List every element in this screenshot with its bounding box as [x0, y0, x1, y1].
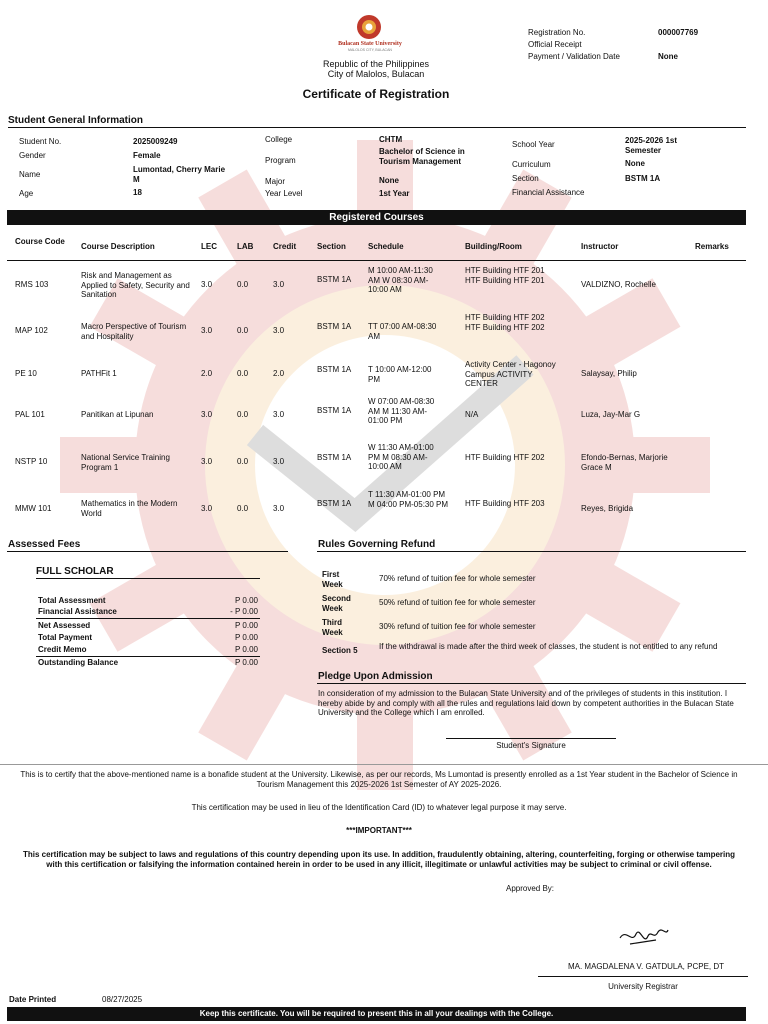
col-lec: LEC — [201, 242, 217, 251]
course-lab: 0.0 — [237, 410, 249, 419]
course-instructor: Salaysay, Philip — [581, 369, 637, 378]
reg-no-value: 000007769 — [658, 28, 699, 37]
course-instructor: Efondo-Bernas, Marjorie Grace M — [581, 453, 668, 472]
student-info-title: Student General Information — [8, 115, 144, 126]
refund-rules-title: Rules Governing Refund — [318, 539, 436, 550]
important-heading: ***IMPORTANT*** — [346, 826, 412, 835]
age-label: Age — [19, 189, 34, 198]
scholar-type: FULL SCHOLAR — [36, 566, 114, 577]
registrar-title: University Registrar — [608, 982, 678, 991]
date-printed-label: Date Printed — [9, 995, 57, 1004]
course-schedule: T 10:00 AM-12:00 PM — [368, 365, 432, 384]
course-code: PE 10 — [15, 369, 37, 378]
course-building: HTF Building HTF 201 HTF Building HTF 201 — [465, 266, 545, 285]
fee-financial-assistance: Financial Assistance - P 0.00 — [38, 607, 258, 616]
refund-term: Second Week — [322, 594, 351, 613]
course-lec: 3.0 — [201, 504, 213, 513]
course-lab: 0.0 — [237, 326, 249, 335]
assessed-fees-title: Assessed Fees — [8, 539, 81, 550]
course-lec: 3.0 — [201, 326, 213, 335]
course-building: HTF Building HTF 203 — [465, 499, 545, 508]
course-desc: Mathematics in the Modern World — [81, 499, 178, 518]
course-desc: PATHFit 1 — [81, 369, 117, 378]
course-code: PAL 101 — [15, 410, 45, 419]
program-value: Bachelor of Science in Tourism Management — [379, 147, 465, 166]
name-value: Lumontad, Cherry Marie M — [133, 165, 226, 184]
school-year-value: 2025-2026 1st Semester — [625, 136, 678, 155]
certification-id-text: This certification may be used in lieu of the Identification Card (ID) to whatever legal purpose it may serve. — [191, 803, 567, 812]
major-value: None — [379, 176, 399, 185]
payment-date-value: None — [658, 52, 678, 61]
course-credit: 3.0 — [273, 410, 285, 419]
course-desc: Macro Perspective of Tourism and Hospitality — [81, 322, 187, 341]
course-credit: 3.0 — [273, 280, 285, 289]
pledge-title: Pledge Upon Admission — [318, 671, 433, 682]
financial-assistance-label: Financial Assistance — [512, 188, 585, 197]
city-line: City of Malolos, Bulacan — [327, 69, 425, 79]
refund-term: Section 5 — [322, 646, 358, 655]
course-code: MAP 102 — [15, 326, 48, 335]
course-building: N/A — [465, 410, 479, 419]
col-remarks: Remarks — [695, 242, 729, 251]
major-label: Major — [265, 177, 286, 186]
course-schedule: W 11:30 AM-01:00 PM M 08:30 AM-10:00 AM — [368, 443, 434, 471]
curriculum-value: None — [625, 159, 645, 168]
course-desc: National Service Training Program 1 — [81, 453, 170, 472]
course-lab: 0.0 — [237, 369, 249, 378]
course-lec: 2.0 — [201, 369, 213, 378]
course-section: BSTM 1A — [317, 453, 352, 462]
course-schedule: T 11:30 AM-01:00 PM M 04:00 PM-05:30 PM — [368, 490, 449, 509]
course-lec: 3.0 — [201, 280, 213, 289]
course-credit: 3.0 — [273, 504, 285, 513]
reg-no-label: Registration No. — [528, 28, 586, 37]
col-building: Building/Room — [465, 242, 522, 251]
registered-courses-bar: Registered Courses — [7, 210, 746, 225]
official-receipt-label: Official Receipt — [528, 40, 582, 49]
fee-total-payment: Total Payment P 0.00 — [38, 633, 258, 642]
program-label: Program — [265, 156, 296, 165]
course-credit: 3.0 — [273, 457, 285, 466]
course-desc: Risk and Management as Applied to Safety, Security and Sanitation — [81, 271, 190, 299]
course-section: BSTM 1A — [317, 365, 352, 374]
university-logo — [352, 14, 386, 40]
republic-line: Republic of the Philippines — [322, 59, 430, 69]
course-building: HTF Building HTF 202 HTF Building HTF 202 — [465, 313, 545, 332]
course-schedule: TT 07:00 AM-08:30 AM — [368, 322, 437, 341]
footer-bar: Keep this certificate. You will be required to present this in all your dealings with the College. — [7, 1007, 746, 1021]
course-instructor: Luza, Jay-Mar G — [581, 410, 641, 419]
fee-total-assessment: Total Assessment P 0.00 — [38, 596, 258, 605]
refund-text: 30% refund of tuition fee for whole semester — [379, 622, 536, 631]
gender-value: Female — [133, 151, 161, 160]
course-lec: 3.0 — [201, 410, 213, 419]
col-desc: Course Description — [81, 242, 155, 251]
registrar-name: MA. MAGDALENA V. GATDULA, PCPE, DT — [567, 962, 725, 971]
col-lab: LAB — [237, 242, 254, 251]
payment-date-label: Payment / Validation Date — [528, 52, 620, 61]
curriculum-label: Curriculum — [512, 160, 551, 169]
year-level-value: 1st Year — [379, 189, 410, 198]
registrar-signature — [616, 922, 672, 950]
name-label: Name — [19, 170, 41, 179]
section-value: BSTM 1A — [625, 174, 661, 183]
university-name: Bulacan State University — [338, 41, 402, 47]
course-section: BSTM 1A — [317, 322, 352, 331]
fee-credit-memo: Credit Memo P 0.00 — [38, 645, 258, 654]
course-instructor: Reyes, Brigida — [581, 504, 634, 513]
col-section: Section — [317, 242, 346, 251]
course-building: Activity Center - Hagonoy Campus ACTIVITY CENTER — [465, 360, 556, 388]
col-code: Course Code — [15, 237, 65, 246]
university-sub: MALOLOS CITY, BULACAN — [348, 48, 392, 52]
refund-term: First Week — [322, 570, 343, 589]
course-code: RMS 103 — [15, 280, 49, 289]
refund-text: 70% refund of tuition fee for whole semester — [379, 574, 536, 583]
course-code: MMW 101 — [15, 504, 52, 513]
approved-by-label: Approved By: — [506, 884, 555, 893]
course-section: BSTM 1A — [317, 275, 352, 284]
refund-term: Third Week — [322, 618, 343, 637]
course-section: BSTM 1A — [317, 406, 352, 415]
refund-text: 50% refund of tuition fee for whole semester — [379, 598, 536, 607]
year-level-label: Year Level — [265, 189, 303, 198]
section-label: Section — [512, 174, 539, 183]
college-value: CHTM — [379, 135, 403, 144]
student-no-label: Student No. — [19, 137, 62, 146]
refund-text: If the withdrawal is made after the third week of classes, the student is not entitled to any refund — [379, 642, 718, 651]
student-signature-label: Student's Signature — [496, 741, 566, 750]
college-label: College — [265, 135, 293, 144]
school-year-label: School Year — [512, 140, 555, 149]
course-credit: 2.0 — [273, 369, 285, 378]
course-instructor: VALDIZNO, Rochelle — [581, 280, 656, 289]
col-credit: Credit — [273, 242, 297, 251]
course-code: NSTP 10 — [15, 457, 48, 466]
course-lab: 0.0 — [237, 280, 249, 289]
gender-label: Gender — [19, 151, 46, 160]
important-text: This certification may be subject to laws and regulations of this country depending upon its use. In addition, fraudulently obtaining, altering, counterfeiting, forging or otherwise tampering with this certification or falsifying the information contained herein in order to be used in any illicit, illegitimate or unlawful activities may be subject to criminal or civil offense. — [22, 850, 736, 869]
course-lab: 0.0 — [237, 504, 249, 513]
course-building: HTF Building HTF 202 — [465, 453, 545, 462]
course-credit: 3.0 — [273, 326, 285, 335]
col-instructor: Instructor — [581, 242, 619, 251]
certification-text: This is to certify that the above-mentioned name is a bonafide student at the University. Likewise, as per our records, Ms Lumontad is presently enrolled as a 1st Year student in the Bachelor of Science in Tourism Management this 2025-2026 1st Semester of AY 2025-2026. — [20, 770, 738, 789]
pledge-text: In consideration of my admission to the Bulacan State University and of the privileges of students in this institution. I hereby abide by and comply with all the rules and regulations laid down by competent authorities in the Bulacan State University and the College which I am enrolled. — [318, 689, 734, 717]
course-lab: 0.0 — [237, 457, 249, 466]
page-title: Certificate of Registration — [302, 87, 450, 101]
course-schedule: M 10:00 AM-11:30 AM W 08:30 AM-10:00 AM — [368, 266, 433, 294]
fee-outstanding-balance: Outstanding Balance P 0.00 — [38, 658, 258, 667]
course-section: BSTM 1A — [317, 499, 352, 508]
age-value: 18 — [133, 188, 142, 197]
course-desc: Panitikan at Lipunan — [81, 410, 154, 419]
fee-net-assessed: Net Assessed P 0.00 — [38, 621, 258, 630]
date-printed-value: 08/27/2025 — [102, 995, 143, 1004]
course-schedule: W 07:00 AM-08:30 AM M 11:30 AM-01:00 PM — [368, 397, 435, 425]
col-schedule: Schedule — [368, 242, 404, 251]
course-lec: 3.0 — [201, 457, 213, 466]
student-no-value: 2025009249 — [133, 137, 178, 146]
